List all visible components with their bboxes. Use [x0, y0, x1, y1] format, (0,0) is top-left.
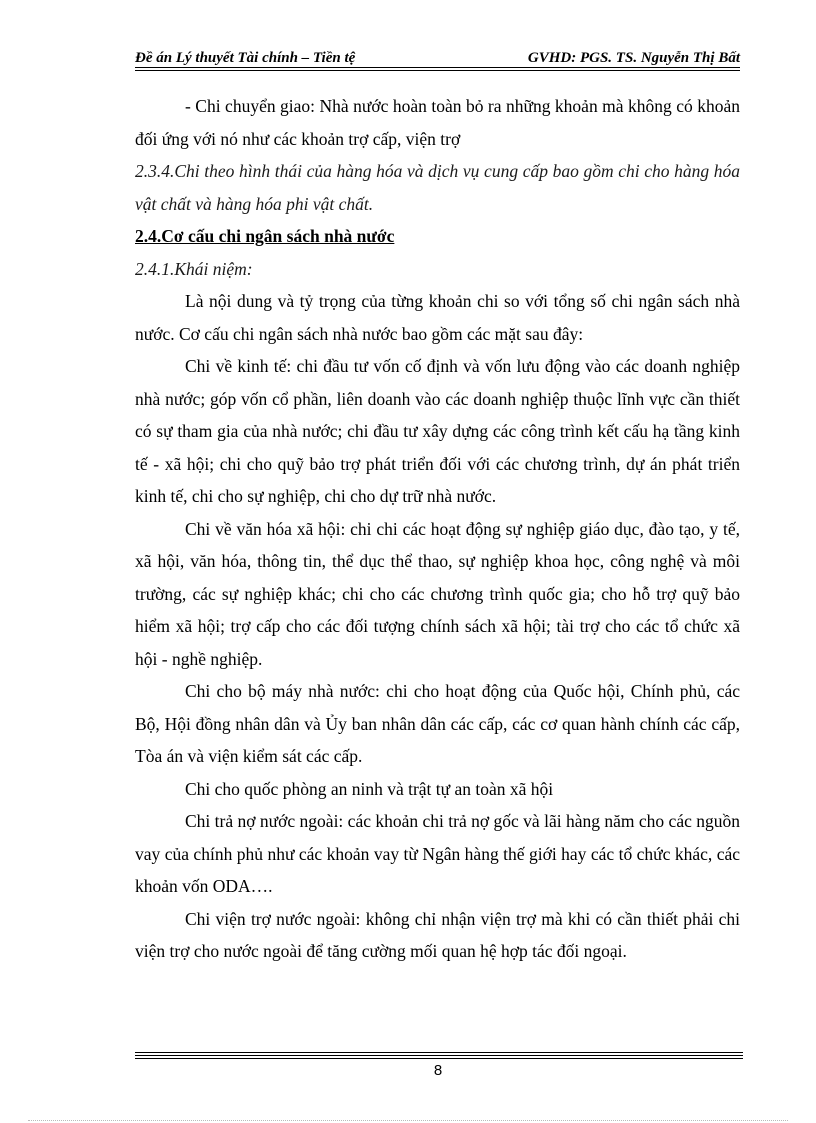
section-heading-2-4: 2.4.Cơ cấu chi ngân sách nhà nước — [135, 226, 395, 246]
paragraph-social-spending: Chi về văn hóa xã hội: chi chi các hoạt động sự nghiệp giáo dục, đào tạo, y tế, xã hội, văn hóa, thông tin, thể dục thể thao, sự nghiệp khoa học, công nghệ và môi trường, các sự nghiệp khác; chi cho các chương trình quốc gia; cho hỗ trợ quỹ bảo hiểm xã hội; trợ cấp cho các đối tượng chính sách xã hội; tài trợ cho các tổ chức xã hội - nghề nghiệp. — [135, 518, 740, 669]
page-body — [135, 90, 740, 968]
page-edge-divider — [28, 1120, 788, 1121]
page-header — [135, 50, 740, 70]
paragraph-state-apparatus: Chi cho bộ máy nhà nước: chi cho hoạt động của Quốc hội, Chính phủ, các Bộ, Hội đồng nhân dân và Ủy ban nhân dân các cấp, các cơ quan hành chính các cấp, Tòa án và viện kiểm sát các cấp. — [135, 681, 740, 766]
header-title: Đề án Lý thuyết Tài chính – Tiền tệ — [135, 50, 356, 66]
footer-rule — [135, 1055, 743, 1056]
footer-rule — [135, 1058, 743, 1059]
paragraph-definition: Là nội dung và tỷ trọng của từng khoản chi so với tổng số chi ngân sách nhà nước. Cơ cấu chi ngân sách nhà nước bao gồm các mặt sau đây: — [135, 291, 740, 344]
paragraph-economic-spending: Chi về kinh tế: chi đầu tư vốn cố định và vốn lưu động vào các doanh nghiệp nhà nước; góp vốn cổ phần, liên doanh vào các doanh nghiệp thuộc lĩnh vực cần thiết có sự tham gia của nhà nước; chi đầu tư xây dựng các công trình kết cấu hạ tầng kinh tế - xã hội; chi cho quỹ bảo trợ phát triển đối với các chương trình, dự án phát triển kinh tế, chi cho sự nghiệp, chi cho dự trữ nhà nước. — [135, 356, 740, 506]
section-2-3-4: 2.3.4.Chi theo hình thái của hàng hóa và dịch vụ cung cấp bao gồm chi cho hàng hóa vật chất và hàng hóa phi vật chất. — [135, 161, 740, 214]
header-rule — [135, 67, 740, 68]
footer-rule — [135, 1052, 743, 1053]
header-advisor: GVHD: PGS. TS. Nguyễn Thị Bất — [527, 50, 740, 66]
paragraph-foreign-aid: Chi viện trợ nước ngoài: không chỉ nhận viện trợ mà khi có cần thiết phải chi viện trợ cho nước ngoài để tăng cường mối quan hệ hợp tác đối ngoại. — [135, 908, 740, 961]
page-number: 8 — [433, 1062, 443, 1079]
subsection-heading-2-4-1: 2.4.1.Khái niệm: — [135, 258, 253, 279]
paragraph-foreign-debt: Chi trả nợ nước ngoài: các khoản chi trả nợ gốc và lãi hàng năm cho các nguồn vay của chính phủ như các khoản vay từ Ngân hàng thế giới hay các tổ chức khác, các khoản vốn ODA…. — [135, 811, 740, 896]
header-rule — [135, 70, 740, 71]
paragraph-defense: Chi cho quốc phòng an ninh và trật tự an toàn xã hội — [185, 778, 554, 799]
paragraph-transfer-spending: - Chi chuyển giao: Nhà nước hoàn toàn bỏ ra những khoản mà không có khoản đối ứng với nó như các khoản trợ cấp, viện trợ — [135, 96, 740, 149]
